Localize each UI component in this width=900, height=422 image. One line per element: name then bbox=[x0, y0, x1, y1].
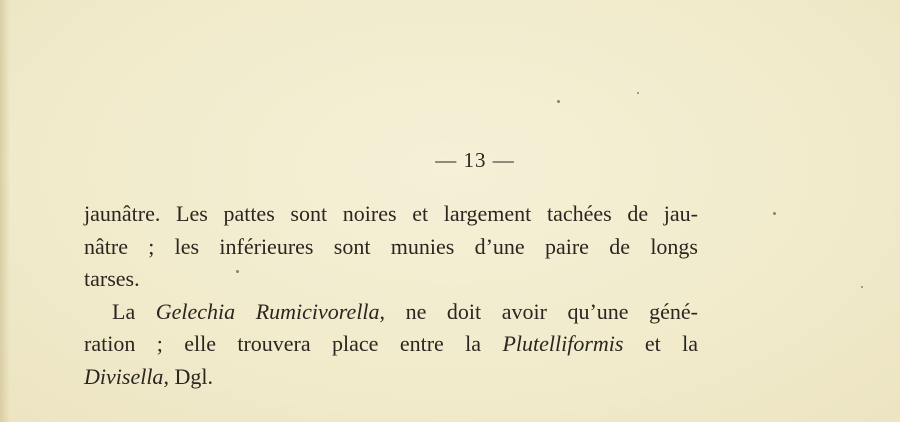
text-segment: tarses. bbox=[84, 266, 140, 291]
text-line bbox=[84, 361, 698, 394]
text-line bbox=[84, 328, 698, 361]
page-edge-shadow bbox=[0, 0, 10, 422]
body-text bbox=[84, 198, 698, 393]
italic-species-name: Gelechia Rumicivorella bbox=[155, 298, 380, 324]
page-number-text: — 13 — bbox=[435, 148, 515, 172]
paper-speck bbox=[861, 286, 863, 288]
text-segment: jaunâtre. Les pattes sont noires et largement tachées de jau- bbox=[84, 201, 698, 226]
page-number bbox=[0, 148, 900, 173]
text-line bbox=[84, 263, 698, 296]
text-segment: La bbox=[112, 298, 156, 324]
paper-speck bbox=[773, 212, 776, 215]
text-line bbox=[84, 296, 698, 329]
text-line bbox=[84, 231, 698, 264]
italic-species-name: Divisella bbox=[84, 363, 164, 389]
text-segment: , ne doit avoir qu’une géné- bbox=[379, 298, 698, 324]
text-segment: , Dgl. bbox=[163, 363, 213, 389]
italic-species-name: Plutelliformis bbox=[502, 331, 624, 356]
text-segment: ration ; elle trouvera place entre la bbox=[84, 331, 503, 356]
paper-speck bbox=[637, 92, 639, 94]
text-segment: nâtre ; les inférieures sont munies d’une paire de longs bbox=[84, 233, 698, 259]
text-segment: et la bbox=[623, 331, 698, 356]
text-line bbox=[84, 198, 698, 231]
paper-speck bbox=[557, 100, 560, 103]
